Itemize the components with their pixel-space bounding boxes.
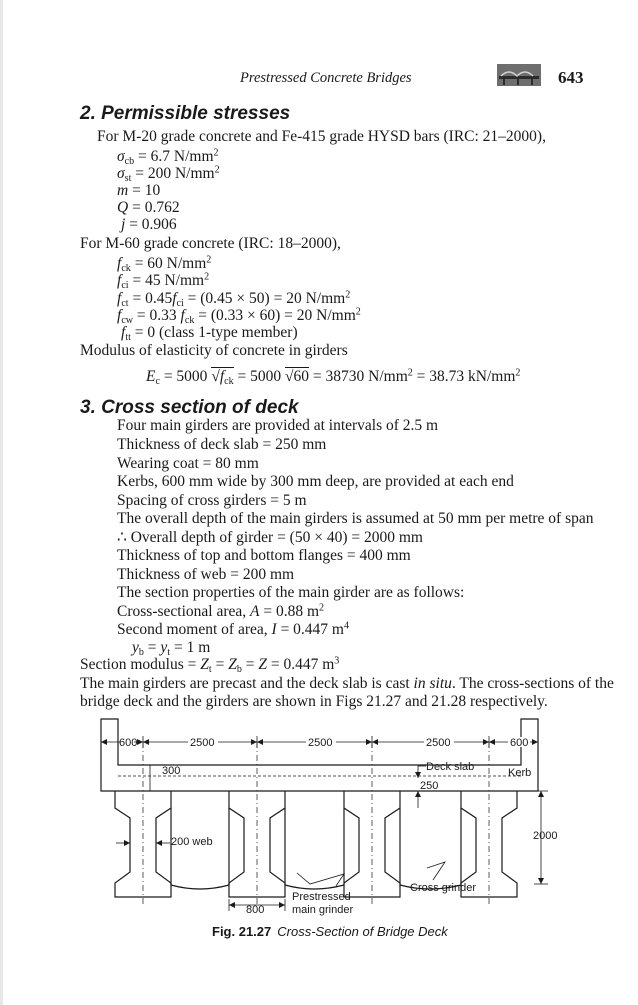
caption-text: Cross-Section of Bridge Deck bbox=[277, 924, 448, 939]
section-2-heading: 2. Permissible stresses bbox=[80, 103, 291, 124]
fci-line: $f_{ci} = 45$ $N/mm^2$ bbox=[117, 271, 210, 292]
dim-spacing-1: 2500 bbox=[190, 737, 215, 749]
area-line: Cross-sectional area, A = 0.88 $m^2$ bbox=[117, 602, 325, 620]
moi-line: Second moment of area, I = 0.447 $m^4$ bbox=[117, 620, 350, 638]
section-modulus-label: Section modulus = bbox=[80, 656, 201, 673]
dim-bottom-flange: 800 bbox=[246, 904, 265, 916]
fct-value-b: = (0.45 × 50) = 20 N/mm bbox=[183, 290, 346, 307]
cross-girder-1 bbox=[171, 808, 229, 889]
label-deck-slab: Deck slab bbox=[426, 761, 475, 773]
deck-line-7: ∴ Overall depth of girder = (50 × 40) = 2000 mm bbox=[117, 529, 423, 546]
cross-girder-3 bbox=[400, 808, 461, 889]
label-web: 200 web bbox=[171, 836, 213, 848]
deck-line-10: The section properties of the main girder are as follows: bbox=[117, 584, 465, 601]
fct-line: $f_{ct} = 0.45f_{ci} = (0.45 \times 50) = 20$ $N/mm^2$ bbox=[117, 289, 351, 310]
deck-slab-outline bbox=[101, 719, 538, 791]
cast-line-1b: . The cross-sections of the bbox=[451, 675, 614, 692]
dim-kerb-left: 600 bbox=[119, 737, 138, 749]
dim-depth: 2000 bbox=[533, 830, 558, 842]
deck-line-9: Thickness of web = 200 mm bbox=[117, 566, 295, 583]
fcw-line: $f_{cw} = 0.33$ $f_{ck} = (0.33 \times 60) = 20$ $N/mm^2$ bbox=[117, 306, 361, 327]
ec-sqrt-val: 60 bbox=[293, 368, 310, 385]
modulus-intro: Modulus of elasticity of concrete in girders bbox=[80, 342, 348, 359]
deck-line-1: Four main girders are provided at intervals of 2.5 m bbox=[117, 417, 439, 434]
q-line: Q = 0.762 bbox=[117, 199, 180, 216]
fck-value: = 60 N/mm bbox=[130, 255, 207, 272]
fci-value: = 45 N/mm bbox=[128, 272, 205, 289]
page-number: 643 bbox=[558, 68, 584, 87]
dim-slab-thickness: 250 bbox=[420, 780, 439, 792]
fct-value-a: = 0.45 bbox=[128, 290, 173, 307]
j-line: j = 0.906 bbox=[121, 216, 177, 233]
section-modulus-value: = 0.447 m bbox=[266, 656, 335, 673]
label-prestressed-2: main grinder bbox=[292, 904, 354, 916]
moi-value: = 0.447 m bbox=[276, 621, 344, 638]
caption-number: Fig. 21.27 bbox=[212, 924, 272, 939]
cast-line-1-italic: in situ bbox=[413, 675, 452, 692]
deck-line-8: Thickness of top and bottom flanges = 400 mm bbox=[117, 547, 411, 564]
yb-yt-value: = 1 m bbox=[170, 639, 211, 656]
ftt-value: = 0 (class 1-type member) bbox=[130, 324, 298, 341]
cast-line-1a: The main girders are precast and the deck slab is cast bbox=[80, 675, 414, 692]
figure-caption bbox=[212, 924, 448, 939]
fck-line: $f_{ck} = 60$ $N/mm^2$ bbox=[117, 254, 212, 275]
sigma-cb-line: $\sigma_{cb} = 6.7$ $N/mm^2$ bbox=[117, 147, 219, 168]
deck-line-5: Spacing of cross girders = 5 m bbox=[117, 492, 307, 509]
m20-intro: For M-20 grade concrete and Fe-415 grade HYSD bars (IRC: 21–2000), bbox=[97, 128, 546, 145]
fcw-value-b: = (0.33 × 60) = 20 N/mm bbox=[194, 307, 356, 324]
sigma-cb-value: = 6.7 N/mm bbox=[134, 148, 214, 165]
m-value: = 10 bbox=[128, 182, 161, 199]
section-3-heading: 3. Cross section of deck bbox=[80, 397, 299, 418]
label-prestressed-1: Prestressed bbox=[292, 891, 351, 903]
deck-line-2: Thickness of deck slab = 250 mm bbox=[117, 436, 327, 453]
moi-label: Second moment of area, bbox=[117, 621, 272, 638]
q-value: = 0.762 bbox=[128, 199, 180, 216]
m60-intro: For M-60 grade concrete (IRC: 18–2000), bbox=[80, 235, 341, 252]
deck-line-6: The overall depth of the main girders is assumed at 50 mm per metre of span bbox=[117, 510, 594, 527]
section-modulus-line: Section modulus = $Z_t = Z_b = Z = 0.447$ $m^3$ bbox=[80, 655, 340, 676]
area-value: = 0.88 m bbox=[259, 603, 320, 620]
sigma-st-line: $\sigma_{st} = 200$ $N/mm^2$ bbox=[117, 164, 220, 185]
deck-line-3: Wearing coat = 80 mm bbox=[117, 455, 259, 472]
m-line: m = 10 bbox=[117, 182, 161, 199]
dim-kerb-depth: 300 bbox=[162, 765, 181, 777]
ec-eq-d: = 38.73 kN/mm bbox=[412, 368, 516, 385]
label-cross-girder: Cross grinder bbox=[410, 882, 477, 894]
sigma-st-value: = 200 N/mm bbox=[131, 165, 215, 182]
dim-spacing-2: 2500 bbox=[308, 737, 333, 749]
label-kerb: Kerb bbox=[508, 767, 532, 779]
cast-line-2: bridge deck and the girders are shown in Figs 21.27 and 21.28 respectively. bbox=[80, 693, 548, 710]
j-value: = 0.906 bbox=[125, 216, 177, 233]
deck-line-4: Kerbs, 600 mm wide by 300 mm deep, are provided at each end bbox=[117, 473, 514, 490]
fcw-value-a: = 0.33 bbox=[133, 307, 181, 324]
dim-kerb-right: 600 bbox=[510, 737, 529, 749]
ftt-line: $f_{tt} = 0$ (class 1-type member) bbox=[121, 324, 298, 344]
dim-spacing-3: 2500 bbox=[426, 737, 451, 749]
running-header: Prestressed Concrete Bridges bbox=[240, 70, 412, 86]
ec-equation: $E_c = 5000$ $√f_{ck} = 5000$ √60 = 38730 $N/mm^2 = 38.73$ $kN/mm^2$ bbox=[146, 367, 521, 388]
ec-eq-c: = 38730 N/mm bbox=[309, 368, 408, 385]
ec-eq-a: = 5000 bbox=[159, 368, 208, 385]
ec-eq-b: = 5000 bbox=[233, 368, 282, 385]
area-label: Cross-sectional area, bbox=[117, 603, 250, 620]
yb-yt-line: $y_b = y_t = 1$ m bbox=[132, 639, 211, 659]
